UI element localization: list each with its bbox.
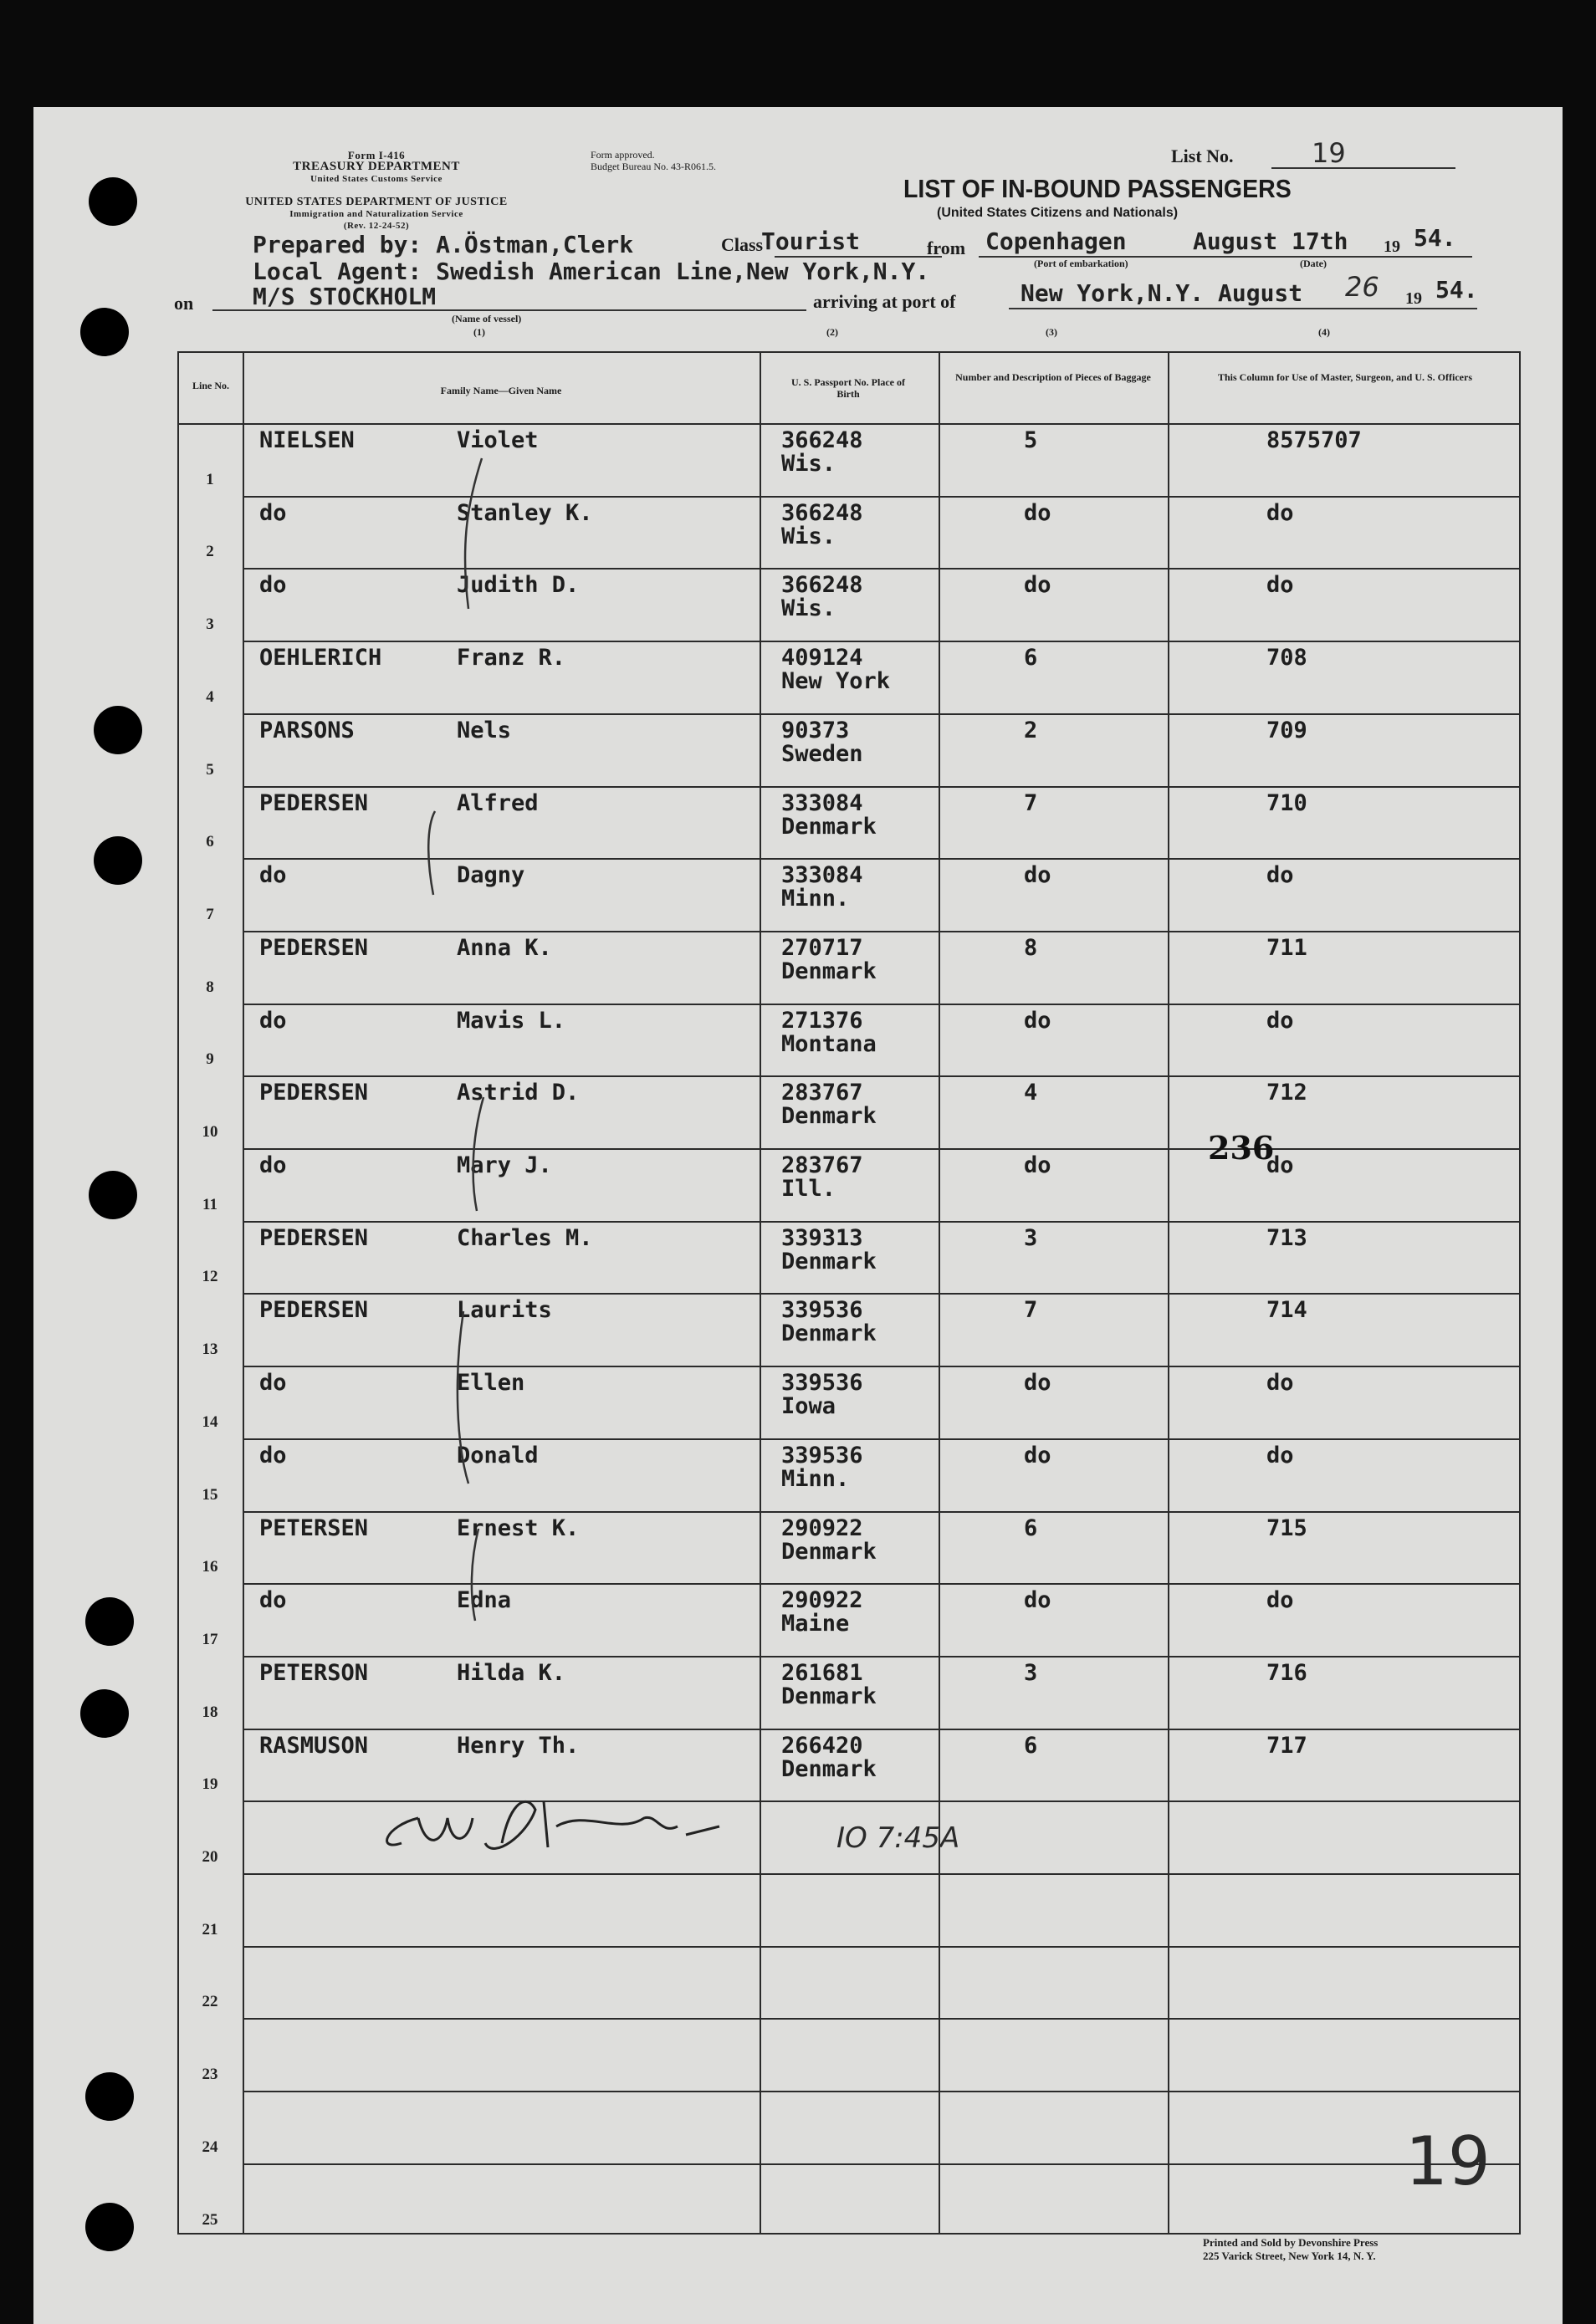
- family-name: do: [259, 1587, 287, 1614]
- officer-number: do: [1266, 1587, 1294, 1614]
- corner-number: 19: [1405, 2122, 1491, 2200]
- family-name: PEDERSEN: [259, 934, 369, 961]
- on-label: on: [174, 293, 194, 314]
- officer-number: 711: [1266, 934, 1307, 961]
- line-number: 20: [202, 1848, 218, 1866]
- given-name: Ellen: [457, 1370, 525, 1397]
- class-label: Class: [721, 234, 764, 255]
- officer-number: 716: [1266, 1659, 1307, 1686]
- line-number: 9: [206, 1050, 214, 1069]
- arriving-label: arriving at port of: [813, 291, 956, 312]
- customs-label: United States Customs Service: [310, 174, 442, 184]
- baggage-count: 6: [1024, 645, 1038, 672]
- family-name: PETERSON: [259, 1659, 369, 1686]
- place-of-birth: Sweden: [781, 740, 863, 767]
- officer-number: do: [1266, 572, 1294, 599]
- line-number: 5: [206, 760, 214, 779]
- passport-number: 339536: [781, 1297, 863, 1324]
- col-header-baggage: Number and Description of Pieces of Baggage: [955, 371, 1151, 383]
- family-name: PETERSEN: [259, 1514, 369, 1541]
- passport-number: 266420: [781, 1732, 863, 1759]
- arrival-year: 54.: [1435, 276, 1478, 304]
- officer-number: do: [1266, 499, 1294, 526]
- place-of-birth: Minn.: [781, 1465, 850, 1492]
- given-name: Judith D.: [457, 572, 580, 599]
- baggage-count: 5: [1024, 427, 1038, 453]
- printer-line-2: 225 Varick Street, New York 14, N. Y.: [1203, 2250, 1376, 2262]
- page-subtitle: (United States Citizens and Nationals): [937, 206, 1179, 220]
- place-of-birth: Denmark: [781, 1103, 877, 1130]
- officer-number: 710: [1266, 789, 1307, 816]
- year-prefix: 19: [1384, 238, 1400, 256]
- col-header-name: Family Name—Given Name: [440, 385, 562, 396]
- line-number: 19: [202, 1775, 218, 1794]
- given-name: Hilda K.: [457, 1659, 566, 1686]
- place-of-birth: Denmark: [781, 1320, 877, 1347]
- col-4-caption: (4): [1318, 326, 1330, 338]
- family-name: do: [259, 862, 287, 889]
- family-brackets: [33, 107, 1563, 2324]
- officer-number: 708: [1266, 645, 1307, 672]
- baggage-count: do: [1024, 572, 1051, 599]
- place-of-birth: Ill.: [781, 1176, 836, 1202]
- revision-label: (Rev. 12-24-52): [343, 221, 410, 231]
- line-number: 24: [202, 2138, 218, 2156]
- place-of-birth: New York: [781, 668, 891, 695]
- line-number: 15: [202, 1485, 218, 1504]
- given-name: Franz R.: [457, 645, 566, 672]
- place-of-birth: Denmark: [781, 1538, 877, 1565]
- passport-number: 333084: [781, 862, 863, 889]
- family-name: do: [259, 1442, 287, 1468]
- place-of-birth: Denmark: [781, 813, 877, 840]
- vessel-caption: (Name of vessel): [452, 313, 522, 324]
- passport-number: 290922: [781, 1587, 863, 1614]
- place-of-birth: Wis.: [781, 451, 836, 477]
- passport-number: 270717: [781, 934, 863, 961]
- officer-number: 715: [1266, 1514, 1307, 1541]
- passport-number: 409124: [781, 645, 863, 672]
- stamp-236: 236: [1208, 1129, 1275, 1167]
- baggage-count: 4: [1024, 1080, 1038, 1106]
- line-number: 23: [202, 2066, 218, 2084]
- passport-number: 261681: [781, 1659, 863, 1686]
- family-name: do: [259, 572, 287, 599]
- given-name: Laurits: [457, 1297, 552, 1324]
- passport-number: 290922: [781, 1514, 863, 1541]
- passport-number: 339313: [781, 1224, 863, 1251]
- given-name: Alfred: [457, 789, 539, 816]
- baggage-count: 3: [1024, 1659, 1038, 1686]
- line-number: 18: [202, 1703, 218, 1721]
- col-2-caption: (2): [826, 326, 838, 338]
- form-number: Form I-416: [347, 149, 406, 161]
- ins-label: Immigration and Naturalization Service: [289, 209, 463, 219]
- place-of-birth: Denmark: [781, 1248, 877, 1274]
- printer-line-1: Printed and Sold by Devonshire Press: [1203, 2236, 1379, 2249]
- passport-number: 366248: [781, 499, 863, 526]
- line-number: 17: [202, 1630, 218, 1648]
- place-of-birth: Wis.: [781, 595, 836, 622]
- given-name: Charles M.: [457, 1224, 593, 1251]
- line-number: 8: [206, 978, 214, 996]
- baggage-count: do: [1024, 499, 1051, 526]
- family-name: PEDERSEN: [259, 1297, 369, 1324]
- officer-number: do: [1266, 1370, 1294, 1397]
- family-name: do: [259, 1007, 287, 1034]
- baggage-count: 2: [1024, 717, 1038, 743]
- officer-number: do: [1266, 1007, 1294, 1034]
- line-number: 25: [202, 2210, 218, 2229]
- family-name: OEHLERICH: [259, 645, 382, 672]
- line-number: 13: [202, 1341, 218, 1359]
- baggage-count: do: [1024, 862, 1051, 889]
- officer-number: 717: [1266, 1732, 1307, 1759]
- prepared-by: Prepared by: A.Östman,Clerk: [253, 231, 634, 258]
- officer-number: do: [1266, 1442, 1294, 1468]
- line-number: 12: [202, 1268, 218, 1286]
- given-name: Stanley K.: [457, 499, 593, 526]
- line-number: 14: [202, 1412, 218, 1431]
- line-number: 16: [202, 1558, 218, 1576]
- baggage-count: 8: [1024, 934, 1038, 961]
- baggage-count: 7: [1024, 1297, 1038, 1324]
- line-number: 2: [206, 543, 214, 561]
- baggage-count: 6: [1024, 1732, 1038, 1759]
- given-name: Ernest K.: [457, 1514, 580, 1541]
- manifest-sheet: [33, 107, 1563, 2324]
- family-name: PARSONS: [259, 717, 355, 743]
- baggage-count: 3: [1024, 1224, 1038, 1251]
- passport-number: 271376: [781, 1007, 863, 1034]
- passport-number: 283767: [781, 1080, 863, 1106]
- form-approved: Form approved.: [591, 149, 655, 161]
- place-of-birth: Iowa: [781, 1393, 836, 1420]
- line-number: 22: [202, 1993, 218, 2011]
- place-of-birth: Minn.: [781, 886, 850, 912]
- class-value: Tourist: [761, 227, 861, 255]
- passport-number: 333084: [781, 789, 863, 816]
- line-number: 21: [202, 1920, 218, 1938]
- given-name: Nels: [457, 717, 512, 743]
- line-number: 7: [206, 905, 214, 923]
- place-of-birth: Maine: [781, 1611, 850, 1637]
- officer-number: 709: [1266, 717, 1307, 743]
- baggage-count: do: [1024, 1442, 1051, 1468]
- arrival-port: New York,N.Y. August: [1021, 279, 1303, 307]
- place-of-birth: Wis.: [781, 523, 836, 549]
- officer-number: do: [1266, 862, 1294, 889]
- line-number: 11: [202, 1195, 217, 1213]
- passport-number: 283767: [781, 1152, 863, 1178]
- page-title: LIST OF IN-BOUND PASSENGERS: [903, 174, 1292, 203]
- given-name: Anna K.: [457, 934, 552, 961]
- officer-number: 712: [1266, 1080, 1307, 1106]
- given-name: Mary J.: [457, 1152, 552, 1178]
- from-label: from: [927, 238, 966, 258]
- budget-bureau: Budget Bureau No. 43-R061.5.: [591, 161, 716, 172]
- officer-number: 713: [1266, 1224, 1307, 1251]
- given-name: Violet: [457, 427, 539, 453]
- passport-number: 339536: [781, 1442, 863, 1468]
- place-of-birth: Montana: [781, 1030, 877, 1057]
- family-name: PEDERSEN: [259, 789, 369, 816]
- embark-date: August 17th: [1193, 227, 1348, 255]
- col-header-line-no: Line No.: [192, 380, 229, 391]
- place-of-birth: Denmark: [781, 1755, 877, 1782]
- list-no-label: List No.: [1171, 146, 1234, 166]
- place-of-birth: Denmark: [781, 958, 877, 984]
- passport-number: 366248: [781, 427, 863, 453]
- family-name: RASMUSON: [259, 1732, 369, 1759]
- list-no-value: 19: [1312, 137, 1346, 169]
- given-name: Astrid D.: [457, 1080, 580, 1106]
- family-name: NIELSEN: [259, 427, 355, 453]
- col-header-passport: U. S. Passport No. Place of Birth: [791, 376, 905, 400]
- family-name: do: [259, 499, 287, 526]
- baggage-count: 6: [1024, 1514, 1038, 1541]
- vessel-name: M/S STOCKHOLM: [253, 283, 437, 310]
- col-header-officers: This Column for Use of Master, Surgeon, and U. S. Officers: [1217, 371, 1472, 383]
- line-number: 1: [206, 470, 214, 488]
- line-number: 10: [202, 1123, 218, 1141]
- family-name: PEDERSEN: [259, 1080, 369, 1106]
- line-number: 6: [206, 833, 214, 851]
- port-embark-caption: (Port of embarkation): [1034, 258, 1128, 269]
- given-name: Edna: [457, 1587, 512, 1614]
- line-number: 3: [206, 615, 214, 634]
- family-name: do: [259, 1152, 287, 1178]
- baggage-count: do: [1024, 1152, 1051, 1178]
- family-name: PEDERSEN: [259, 1224, 369, 1251]
- embark-year: 54.: [1414, 224, 1456, 252]
- col-1-caption: (1): [473, 326, 485, 338]
- passport-number: 366248: [781, 572, 863, 599]
- from-value: Copenhagen: [985, 227, 1127, 255]
- col-3-caption: (3): [1046, 326, 1057, 338]
- justice-label: UNITED STATES DEPARTMENT OF JUSTICE: [245, 196, 508, 208]
- date-caption: (Date): [1300, 258, 1327, 269]
- arrival-year-prefix: 19: [1405, 289, 1422, 308]
- signature-note: IO 7:45A: [836, 1821, 960, 1855]
- local-agent: Local Agent: Swedish American Line,New York,N.Y.: [253, 258, 930, 285]
- passport-number: 90373: [781, 717, 850, 743]
- officer-number: do: [1266, 1152, 1294, 1178]
- given-name: Mavis L.: [457, 1007, 566, 1034]
- passport-number: 339536: [781, 1370, 863, 1397]
- baggage-count: do: [1024, 1007, 1051, 1034]
- given-name: Dagny: [457, 862, 525, 889]
- family-name: do: [259, 1370, 287, 1397]
- officer-number: 714: [1266, 1297, 1307, 1324]
- place-of-birth: Denmark: [781, 1683, 877, 1709]
- arrival-day: 26: [1345, 271, 1379, 303]
- given-name: Donald: [457, 1442, 539, 1468]
- baggage-count: do: [1024, 1587, 1051, 1614]
- officer-number: 8575707: [1266, 427, 1362, 453]
- line-number: 4: [206, 687, 214, 706]
- baggage-count: do: [1024, 1370, 1051, 1397]
- baggage-count: 7: [1024, 789, 1038, 816]
- treasury-label: TREASURY DEPARTMENT: [293, 160, 460, 173]
- given-name: Henry Th.: [457, 1732, 580, 1759]
